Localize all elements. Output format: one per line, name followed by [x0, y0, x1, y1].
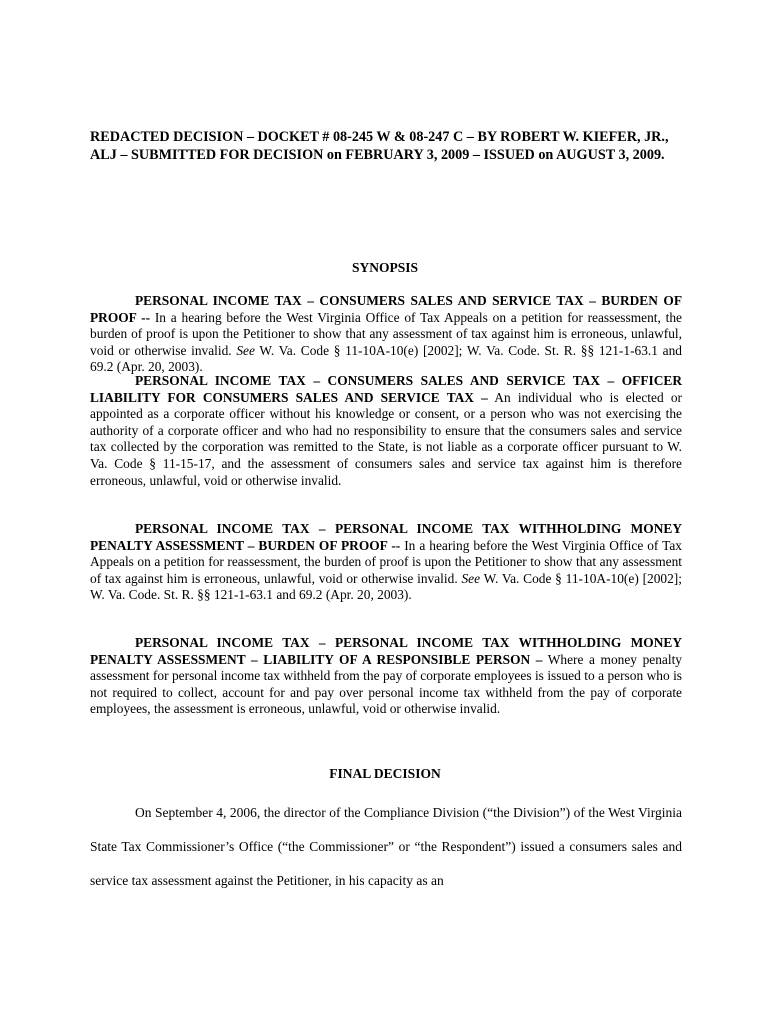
synopsis-paragraph-officer-liability — [90, 373, 682, 489]
paragraph-text: An individual who is elected or appointed as a corporate officer without his knowledge or consent, or a person who was not exercising the authority of a corporate officer and who had no responsibility to ensure that the consumers sales and service tax collected by the corporation was remitted to the State, is not liable as a corporate officer pursuant to W. Va. Code § 11-15-17, and the assessment of consumers sales and service tax against him is therefore erroneous, unlawful, void or otherwise invalid. — [90, 389, 682, 488]
decision-header: REDACTED DECISION – DOCKET # 08-245 W & 08-247 C – BY ROBERT W. KIEFER, JR., ALJ – SUBMITTED FOR DECISION on FEBRUARY 3, 2009 – ISSUED on AUGUST 3, 2009. — [90, 129, 669, 163]
paragraph-heading: PERSONAL INCOME TAX – PERSONAL INCOME TAX WITHHOLDING MONEY PENALTY ASSESSMENT – LIABILITY OF A RESPONSIBLE PERSON – — [90, 635, 682, 667]
synopsis-paragraph-burden-of-proof — [90, 293, 682, 376]
paragraph-text: Where a money penalty assessment for personal income tax withheld from the pay of corporate employees is issued to a person who is not required to collect, account for and pay over personal income tax withheld from the pay of corporate employees, the assessment is erroneous, unlawful, void or otherwise invalid. — [90, 651, 682, 717]
paragraph-heading: PERSONAL INCOME TAX – PERSONAL INCOME TAX WITHHOLDING MONEY PENALTY ASSESSMENT – BURDEN OF PROOF -- — [90, 521, 682, 553]
synopsis-paragraph-responsible-person — [90, 635, 682, 718]
paragraph-citation: W. Va. Code § 11-10A-10(e) [2002]; W. Va. Code. St. R. §§ 121-1-63.1 and 69.2 (Apr. 20, 2003). — [90, 342, 682, 375]
paragraph-text: In a hearing before the West Virginia Office of Tax Appeals on a petition for reassessment, the burden of proof is upon the Petitioner to show that any assessment of tax against him is erroneous, unlawful, void or otherwise invalid. — [90, 309, 682, 358]
citation-signal: See — [461, 570, 481, 586]
paragraph-text: In a hearing before the West Virginia Office of Tax Appeals on a petition for reassessment, the burden of proof is upon the Petitioner to show that any assessment of tax against him is erroneous, unlawful, void or otherwise invalid. — [90, 537, 682, 586]
final-decision-text: On September 4, 2006, the director of the Compliance Division (“the Division”) of the West Virginia State Tax Commissioner’s Office (“the Commissioner” or “the Respondent”) issued a consumers sales and service tax assessment against the Petitioner, in his capacity as an — [90, 805, 682, 888]
final-decision-title: FINAL DECISION — [329, 766, 441, 781]
synopsis-title: SYNOPSIS — [351, 260, 419, 275]
paragraph-heading: PERSONAL INCOME TAX – CONSUMERS SALES AND SERVICE TAX – OFFICER LIABILITY FOR CONSUMERS SALES AND SERVICE TAX – — [90, 373, 682, 405]
paragraph-heading: PERSONAL INCOME TAX – CONSUMERS SALES AND SERVICE TAX – BURDEN OF PROOF -- — [90, 293, 682, 325]
synopsis-paragraph-withholding-burden-of-proof — [90, 521, 682, 604]
citation-signal: See — [236, 342, 255, 358]
paragraph-citation: W. Va. Code § 11-10A-10(e) [2002]; W. Va. Code. St. R. §§ 121-1-63.1 and 69.2 (Apr. 20, 2003). — [90, 570, 682, 603]
